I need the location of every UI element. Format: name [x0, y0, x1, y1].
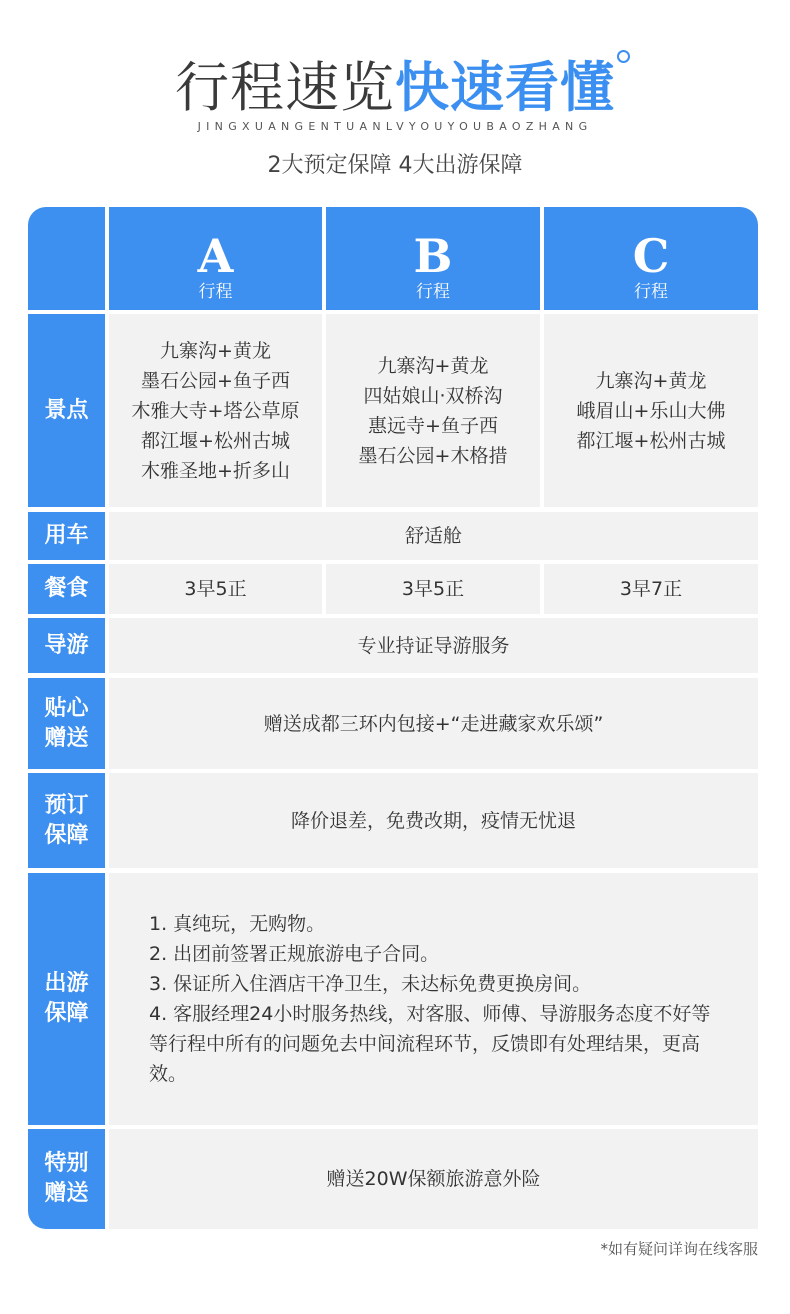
column-header-b [326, 207, 540, 310]
meal-cell-c: 3早7正 [544, 564, 758, 614]
spots-cell-c [544, 314, 758, 507]
column-label: 行程 [198, 282, 233, 302]
row-label-gift [28, 1129, 105, 1229]
column-header-c [544, 207, 758, 310]
label-line: 赠送 [44, 1181, 89, 1206]
row-label-guide: 导游 [28, 618, 105, 673]
column-letter: A [197, 229, 234, 283]
column-label: 行程 [634, 282, 668, 302]
page-title [0, 56, 790, 120]
spot-item: 墨石公园+鱼子西 [141, 369, 290, 392]
label-line: 特别 [44, 1151, 89, 1176]
spot-item: 九寨沟+黄龙 [595, 369, 707, 392]
title-normal: 行程速览 [175, 56, 395, 119]
pinyin-subtitle: JINGXUANGENTUANLVYOUYOUBAOZHANG [197, 120, 593, 133]
row-label-car: 用车 [28, 512, 105, 560]
itinerary-table [28, 207, 758, 1229]
label-line: 赠送 [44, 725, 89, 751]
label-line: 保障 [44, 822, 89, 848]
row-label-care [28, 678, 105, 769]
spot-item: 惠远寺+鱼子西 [368, 414, 498, 437]
row-label-meal: 餐食 [28, 564, 105, 614]
spot-item: 峨眉山+乐山大佛 [576, 399, 726, 422]
spots-cell-a [109, 314, 322, 507]
row-label-booking [28, 773, 105, 868]
spot-item: 都江堰+松州古城 [141, 429, 290, 452]
column-header-a [109, 207, 322, 310]
label-line: 贴心 [44, 695, 89, 721]
spot-item: 九寨沟+黄龙 [377, 354, 489, 377]
label-line: 保障 [44, 1001, 89, 1026]
booking-cell: 降价退差，免费改期，疫情无忧退 [109, 773, 758, 868]
spot-item: 九寨沟+黄龙 [160, 339, 271, 362]
spot-item: 木雅圣地+折多山 [141, 459, 290, 482]
footer-note: *如有疑问详询在线客服 [600, 1240, 758, 1258]
travel-cell [109, 873, 758, 1125]
guarantee-item: 4. 客服经理24小时服务热线，对客服、师傅、导游服务态度不好等等行程中所有的问题免去中间流程环节，反馈即有处理结果，更高效。 [149, 1003, 711, 1085]
label-line: 预订 [44, 792, 89, 818]
spot-item: 四姑娘山·双桥沟 [363, 384, 503, 407]
title-highlight: 快速看懂 [395, 56, 615, 119]
column-letter: B [413, 229, 453, 283]
subtitle: 2大预定保障 4大出游保障 [267, 153, 523, 178]
row-label-travel [28, 873, 105, 1125]
row-label-spots: 景点 [28, 314, 105, 507]
guarantee-item: 3. 保证所入住酒店干净卫生，未达标免费更换房间。 [149, 973, 592, 995]
meal-cell-b: 3早5正 [326, 564, 540, 614]
meal-cell-a: 3早5正 [109, 564, 322, 614]
spot-item: 墨石公园+木格措 [358, 444, 508, 467]
degree-icon [617, 50, 630, 63]
column-letter: C [632, 229, 670, 283]
spots-cell-b [326, 314, 540, 507]
corner-cell [28, 207, 105, 310]
guarantee-item: 2. 出团前签署正规旅游电子合同。 [149, 943, 440, 965]
care-cell: 赠送成都三环内包接+“走进藏家欢乐颂” [109, 678, 758, 769]
guarantee-item: 1. 真纯玩，无购物。 [149, 913, 326, 935]
label-line: 出游 [44, 971, 89, 996]
gift-cell: 赠送20W保额旅游意外险 [109, 1129, 758, 1229]
spot-item: 都江堰+松州古城 [576, 429, 726, 452]
column-label: 行程 [416, 282, 450, 302]
car-cell: 舒适舱 [109, 512, 758, 560]
header [0, 0, 790, 200]
spot-item: 木雅大寺+塔公草原 [131, 399, 300, 422]
guide-cell: 专业持证导游服务 [109, 618, 758, 673]
